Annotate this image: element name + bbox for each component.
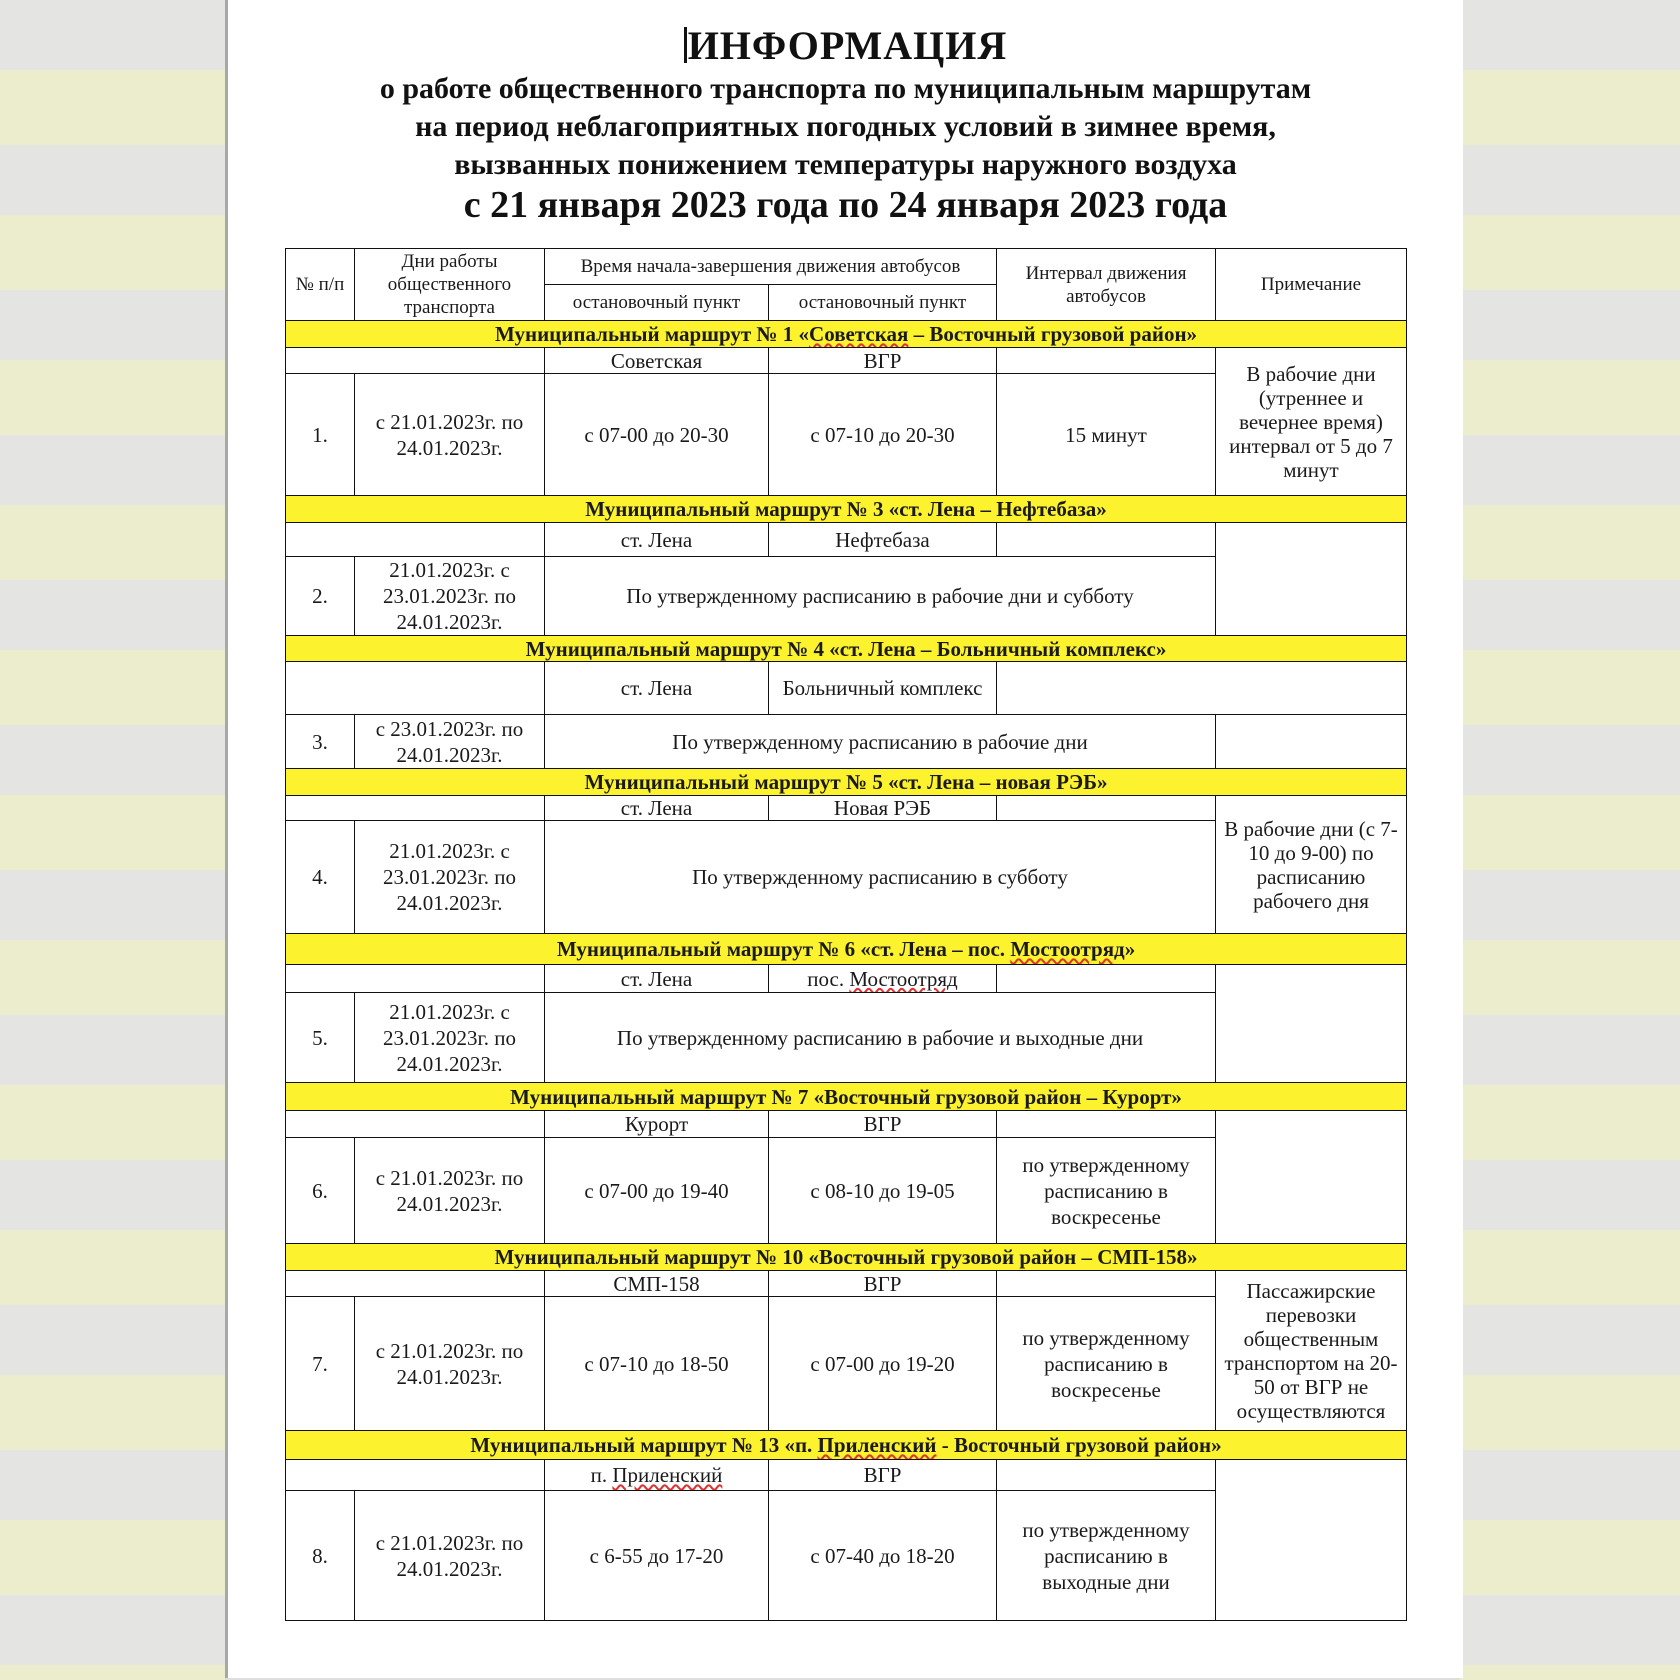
route-title: Муниципальный маршрут № 5 «ст. Лена – новая РЭБ» (286, 769, 1407, 796)
note-cell (1216, 523, 1407, 636)
note-cell: Пассажирские перевозки общественным транспортом на 20-50 от ВГР не осуществляются (1216, 1271, 1407, 1431)
row-days: с 21.01.2023г. по 24.01.2023г. (355, 374, 545, 496)
stop-b: ВГР (769, 1111, 997, 1138)
header-note: Примечание (1216, 249, 1407, 321)
schedule-text: По утвержденному расписанию в рабочие и выходные дни (545, 993, 1216, 1083)
empty-cell (997, 523, 1216, 557)
header-interval: Интервал движения автобусов (997, 249, 1216, 321)
stop-b: ВГР (769, 348, 997, 374)
time-b: с 07-40 до 18-20 (769, 1491, 997, 1621)
schedule-text: По утвержденному расписанию в рабочие дни и субботу (545, 557, 1216, 636)
row-days: с 21.01.2023г. по 24.01.2023г. (355, 1491, 545, 1621)
document-title: ИНФОРМАЦИЯ (228, 22, 1463, 69)
stop-b: Новая РЭБ (769, 796, 997, 821)
empty-cell (286, 348, 545, 374)
interval: по утвержденному расписанию в выходные дни (997, 1491, 1216, 1621)
stop-a: ст. Лена (545, 662, 769, 715)
row-days: с 21.01.2023г. по 24.01.2023г. (355, 1297, 545, 1431)
route-title: Муниципальный маршрут № 10 «Восточный грузовой район – СМП-158» (286, 1244, 1407, 1271)
note-cell (1216, 1460, 1407, 1621)
stop-b: Больничный комплекс (769, 662, 997, 715)
empty-cell (286, 796, 545, 821)
stop-a: п. Приленский (545, 1460, 769, 1491)
stop-a: ст. Лена (545, 965, 769, 993)
note-cell (1216, 965, 1407, 1083)
empty-cell (286, 1271, 545, 1297)
row-num: 1. (286, 374, 355, 496)
stop-a: ст. Лена (545, 523, 769, 557)
stop-a: СМП-158 (545, 1271, 769, 1297)
row-num: 2. (286, 557, 355, 636)
empty-cell (286, 1111, 545, 1138)
schedule-text: По утвержденному расписанию в субботу (545, 821, 1216, 934)
route-title: Муниципальный маршрут № 1 «Советская – Восточный грузовой район» (286, 321, 1407, 348)
stop-b: пос. Мостоотряд (769, 965, 997, 993)
note-cell (1216, 715, 1407, 769)
header-stop-1: остановочный пункт (545, 285, 769, 321)
time-a: с 07-10 до 18-50 (545, 1297, 769, 1431)
note-cell (1216, 1111, 1407, 1244)
interval: по утвержденному расписанию в воскресенье (997, 1138, 1216, 1244)
stop-b: Нефтебаза (769, 523, 997, 557)
header-stop-2: остановочный пункт (769, 285, 997, 321)
stop-a: ст. Лена (545, 796, 769, 821)
schedule-text: По утвержденному расписанию в рабочие дни (545, 715, 1216, 769)
row-days: 21.01.2023г. с 23.01.2023г. по 24.01.2023г. (355, 993, 545, 1083)
text-cursor (684, 27, 687, 63)
background-left (0, 0, 225, 1680)
empty-cell (997, 348, 1216, 374)
empty-cell (997, 965, 1216, 993)
title-line-1: о работе общественного транспорта по муниципальным маршрутам (379, 72, 1312, 105)
note-cell: В рабочие дни (с 7-10 до 9-00) по расписанию рабочего дня (1216, 796, 1407, 934)
interval: 15 минут (997, 374, 1216, 496)
stop-a: Советская (545, 348, 769, 374)
route-title: Муниципальный маршрут № 13 «п. Приленский - Восточный грузовой район» (286, 1431, 1407, 1460)
stop-a: Курорт (545, 1111, 769, 1138)
note-cell: В рабочие дни (утреннее и вечернее время) интервал от 5 до 7 минут (1216, 348, 1407, 496)
background-right (1460, 0, 1680, 1680)
title-period: с 21 января 2023 года по 24 января 2023 года (463, 184, 1228, 226)
empty-cell (286, 965, 545, 993)
row-num: 5. (286, 993, 355, 1083)
time-a: с 07-00 до 20-30 (545, 374, 769, 496)
header-days: Дни работы общественного транспорта (355, 249, 545, 321)
empty-cell (997, 1111, 1216, 1138)
title-line-3: вызванных понижением температуры наружного воздуха (454, 148, 1237, 181)
row-num: 8. (286, 1491, 355, 1621)
empty-cell (286, 1460, 545, 1491)
interval: по утвержденному расписанию в воскресенье (997, 1297, 1216, 1431)
header-time: Время начала-завершения движения автобусов (545, 249, 997, 285)
row-days: с 21.01.2023г. по 24.01.2023г. (355, 1138, 545, 1244)
row-days: с 23.01.2023г. по 24.01.2023г. (355, 715, 545, 769)
title-line-2: на период неблагоприятных погодных условий в зимнее время, (415, 110, 1276, 143)
empty-cell (997, 1460, 1216, 1491)
row-num: 4. (286, 821, 355, 934)
route-title: Муниципальный маршрут № 7 «Восточный грузовой район – Курорт» (286, 1083, 1407, 1111)
empty-cell (286, 662, 545, 715)
schedule-table (285, 248, 1407, 1621)
time-b: с 07-00 до 19-20 (769, 1297, 997, 1431)
row-num: 7. (286, 1297, 355, 1431)
time-a: с 6-55 до 17-20 (545, 1491, 769, 1621)
empty-cell (997, 1271, 1216, 1297)
empty-cell (286, 523, 545, 557)
time-b: с 07-10 до 20-30 (769, 374, 997, 496)
row-num: 6. (286, 1138, 355, 1244)
route-title: Муниципальный маршрут № 6 «ст. Лена – пос. Мостоотряд» (286, 934, 1407, 965)
route-title: Муниципальный маршрут № 4 «ст. Лена – Больничный комплекс» (286, 636, 1407, 662)
row-days: 21.01.2023г. с 23.01.2023г. по 24.01.2023г. (355, 821, 545, 934)
document-page (225, 0, 1463, 1678)
header-num: № п/п (286, 249, 355, 321)
stop-b: ВГР (769, 1271, 997, 1297)
empty-cell (997, 796, 1216, 821)
time-a: с 07-00 до 19-40 (545, 1138, 769, 1244)
row-days: 21.01.2023г. с 23.01.2023г. по 24.01.2023г. (355, 557, 545, 636)
route-title: Муниципальный маршрут № 3 «ст. Лена – Нефтебаза» (286, 496, 1407, 523)
row-num: 3. (286, 715, 355, 769)
stop-b: ВГР (769, 1460, 997, 1491)
time-b: с 08-10 до 19-05 (769, 1138, 997, 1244)
empty-cell (997, 662, 1407, 715)
